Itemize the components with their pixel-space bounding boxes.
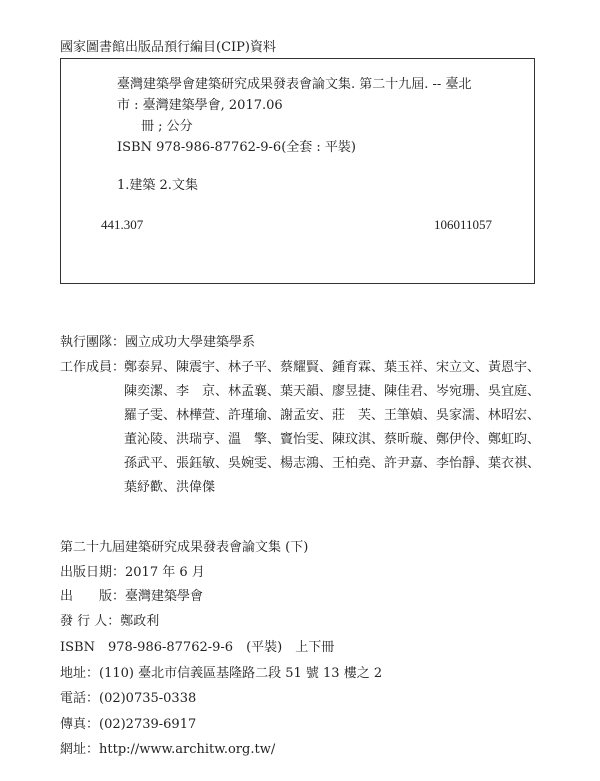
members-label: 工作成員：: [60, 360, 126, 375]
members-row: 葉紓歡、洪偉傑: [124, 480, 216, 495]
phone: 電話：(02)0735-0338: [60, 691, 197, 706]
website: 網址：http://www.architw.org.tw/: [60, 742, 276, 757]
publication-title: 第二十九屆建築研究成果發表會論文集 (下): [60, 540, 309, 555]
cip-classification-number: 441.307: [101, 217, 144, 232]
members-row: 羅子雯、林樺萱、許瑾瑜、謝孟安、莊 芙、王筆媜、吳家濡、林昭宏、: [124, 408, 541, 423]
cip-imprint-line: 市 : 臺灣建築學會, 2017.06: [117, 98, 283, 113]
cip-record-box: [60, 58, 535, 284]
members-row: 鄭泰昇、陳震宇、林子平、蔡耀賢、鍾育霖、葉玉祥、宋立文、黃恩宇、: [124, 360, 541, 375]
cip-extent-line: 冊 ; 公分: [141, 119, 193, 134]
cip-isbn-line: ISBN 978-986-87762-9-6(全套 : 平裝): [117, 140, 356, 155]
members-row: 孫武平、張鈺敏、吳婉雯、楊志鴻、王柏堯、許尹嘉、李怡靜、葉衣祺、: [124, 456, 541, 471]
members-row: 陳奕潔、李 京、林孟襄、葉天韻、廖昱捷、陳佳君、岑宛珊、吳宜庭、: [124, 384, 541, 399]
cip-subjects-line: 1.建築 2.文集: [117, 178, 198, 193]
address: 地址：(110) 臺北市信義區基隆路二段 51 號 13 樓之 2: [60, 666, 383, 681]
publication-date: 出版日期：2017 年 6 月: [60, 565, 205, 580]
publisher: 出 版：臺灣建築學會: [60, 589, 204, 604]
cip-title-line: 臺灣建築學會建築研究成果發表會論文集. 第二十九屆. -- 臺北: [117, 77, 472, 92]
execution-team: 執行團隊：國立成功大學建築學系: [60, 335, 256, 350]
cip-heading: 國家圖書館出版品預行編目(CIP)資料: [60, 40, 276, 55]
isbn: ISBN 978-986-87762-9-6 (平裝) 上下冊: [60, 640, 335, 655]
members-row: 董沁陵、洪瑞亨、溫 擎、竇怡雯、陳玟淇、蔡昕璇、鄭伊伶、鄭虹昀、: [124, 432, 541, 447]
cip-record-number: 106011057: [433, 217, 492, 232]
issuer: 發 行 人：鄭政利: [60, 614, 160, 629]
fax: 傳真：(02)2739-6917: [60, 717, 197, 732]
